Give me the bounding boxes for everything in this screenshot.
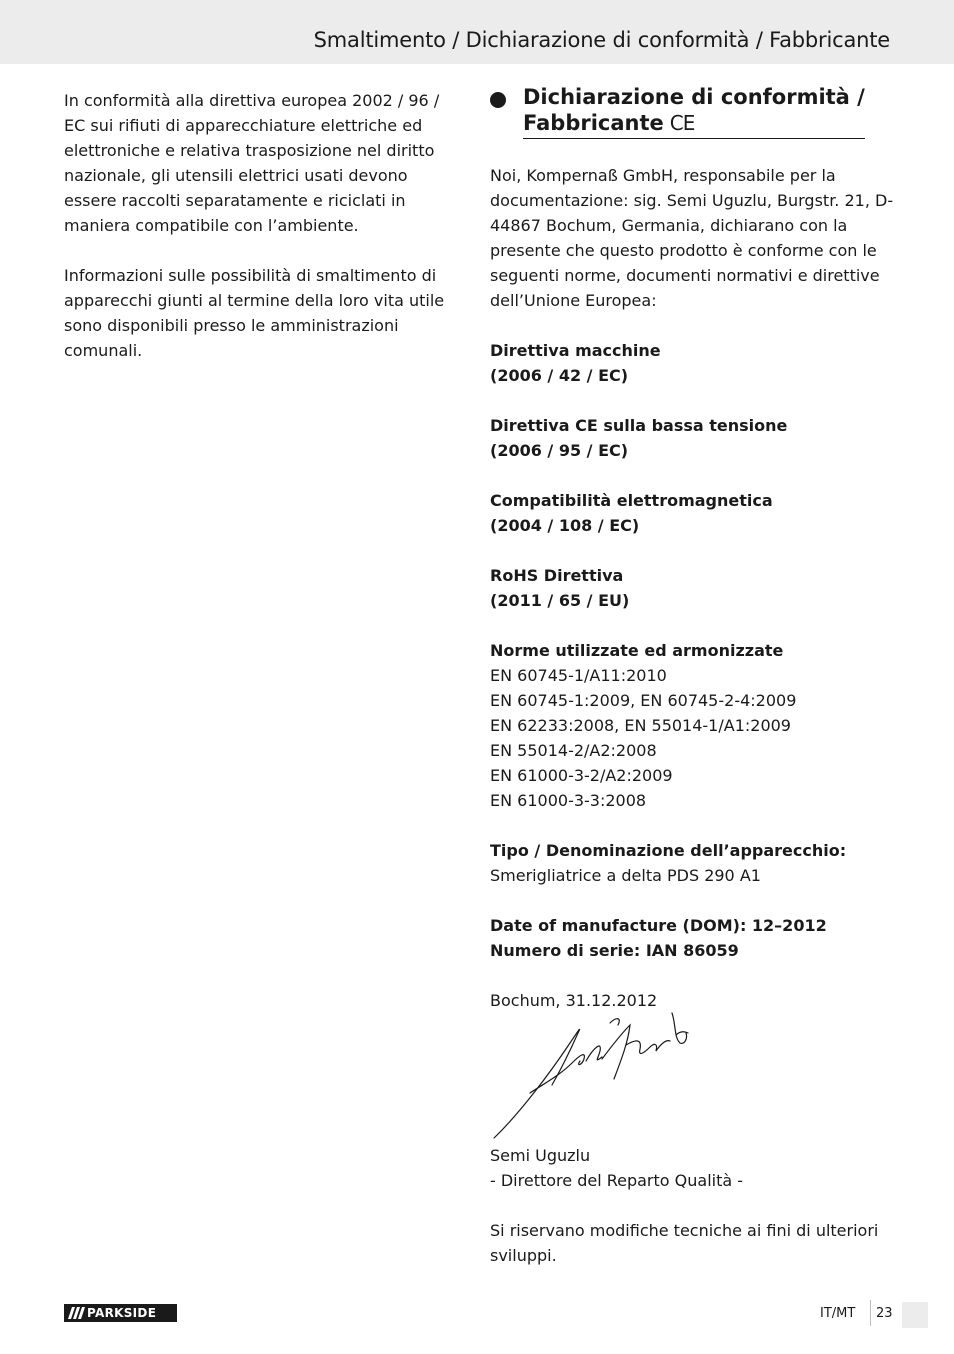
section-title-line1: Dichiarazione di conformità / [523,85,865,109]
signature-image [490,1003,690,1143]
norm-item: EN 60745-1:2009, EN 60745-2-4:2009 [490,691,797,710]
date-of-manufacture: Date of manufacture (DOM): 12–2012 [490,916,827,935]
page-number: 23 [876,1306,893,1321]
left-column [64,88,464,388]
directive-low-voltage [490,413,900,463]
bullet-icon [490,92,506,108]
footer-tab [902,1302,928,1328]
page-header [0,0,954,64]
norm-item: EN 60745-1/A11:2010 [490,666,667,685]
device-type-block [490,838,900,888]
section-title-line2: Fabbricante [523,111,664,135]
directive-name: Compatibilità elettromagnetica [490,491,773,510]
footer-divider [870,1300,871,1326]
norms-title: Norme utilizzate ed armonizzate [490,641,784,660]
device-type-title: Tipo / Denominazione dell’apparecchio: [490,841,847,860]
norm-item: EN 55014-2/A2:2008 [490,741,657,760]
norm-item: EN 61000-3-2/A2:2009 [490,766,673,785]
signer-block [490,1143,900,1193]
directive-name: RoHS Direttiva [490,566,624,585]
directive-rohs [490,563,900,613]
serial-number: Numero di serie: IAN 86059 [490,941,739,960]
language-code: IT/MT [820,1306,856,1321]
device-type-value: Smerigliatrice a delta PDS 290 A1 [490,866,761,885]
closing-note: Si riservano modifiche tecniche ai fini di ulteriori sviluppi. [490,1221,879,1265]
brand-name: PARKSIDE [87,1306,157,1320]
place-date: Bochum, 31.12.2012 [490,991,658,1010]
directive-code: (2011 / 65 / EU) [490,591,630,610]
logo-stripes-icon [64,1304,86,1322]
norm-item: EN 61000-3-3:2008 [490,791,647,810]
norms-block [490,638,900,813]
signer-name: Semi Uguzlu [490,1146,591,1165]
directive-emc [490,488,900,538]
section-heading [490,84,900,139]
brand-logo [64,1304,177,1322]
signer-role: - Direttore del Reparto Qualità - [490,1171,744,1190]
directive-name: Direttiva macchine [490,341,661,360]
page-title: Smaltimento / Dichiarazione di conformità / Fabbricante [313,28,890,52]
manufacture-block [490,913,900,963]
declaration-intro: Noi, Kompernaß GmbH, responsabile per la documentazione: sig. Semi Uguzlu, Burgstr. 21, D-44867 Bochum, Germania, dichiarano con la presente che questo prodotto è conforme con le seguenti norme, documenti normativi e direttive dell’Unione Europea: [490,166,894,310]
section-title [523,84,865,139]
right-column [490,84,900,1293]
disposal-paragraph-2: Informazioni sulle possibilità di smaltimento di apparecchi giunti al termine della loro vita utile sono disponibili presso le amministrazioni comunali. [64,266,445,360]
directive-machines [490,338,900,388]
directive-code: (2006 / 42 / EC) [490,366,629,385]
norm-item: EN 62233:2008, EN 55014-1/A1:2009 [490,716,791,735]
directive-name: Direttiva CE sulla bassa tensione [490,416,788,435]
disposal-paragraph-1: In conformità alla direttiva europea 2002 / 96 / EC sui rifiuti di apparecchiature elettriche ed elettroniche e relativa trasposizione nel diritto nazionale, gli utensili elettrici usati devono essere raccolti separatamente e riciclati in maniera compatibile con l’ambiente. [64,91,440,235]
directive-code: (2004 / 108 / EC) [490,516,640,535]
ce-mark-icon: CE [669,111,695,135]
directive-code: (2006 / 95 / EC) [490,441,629,460]
